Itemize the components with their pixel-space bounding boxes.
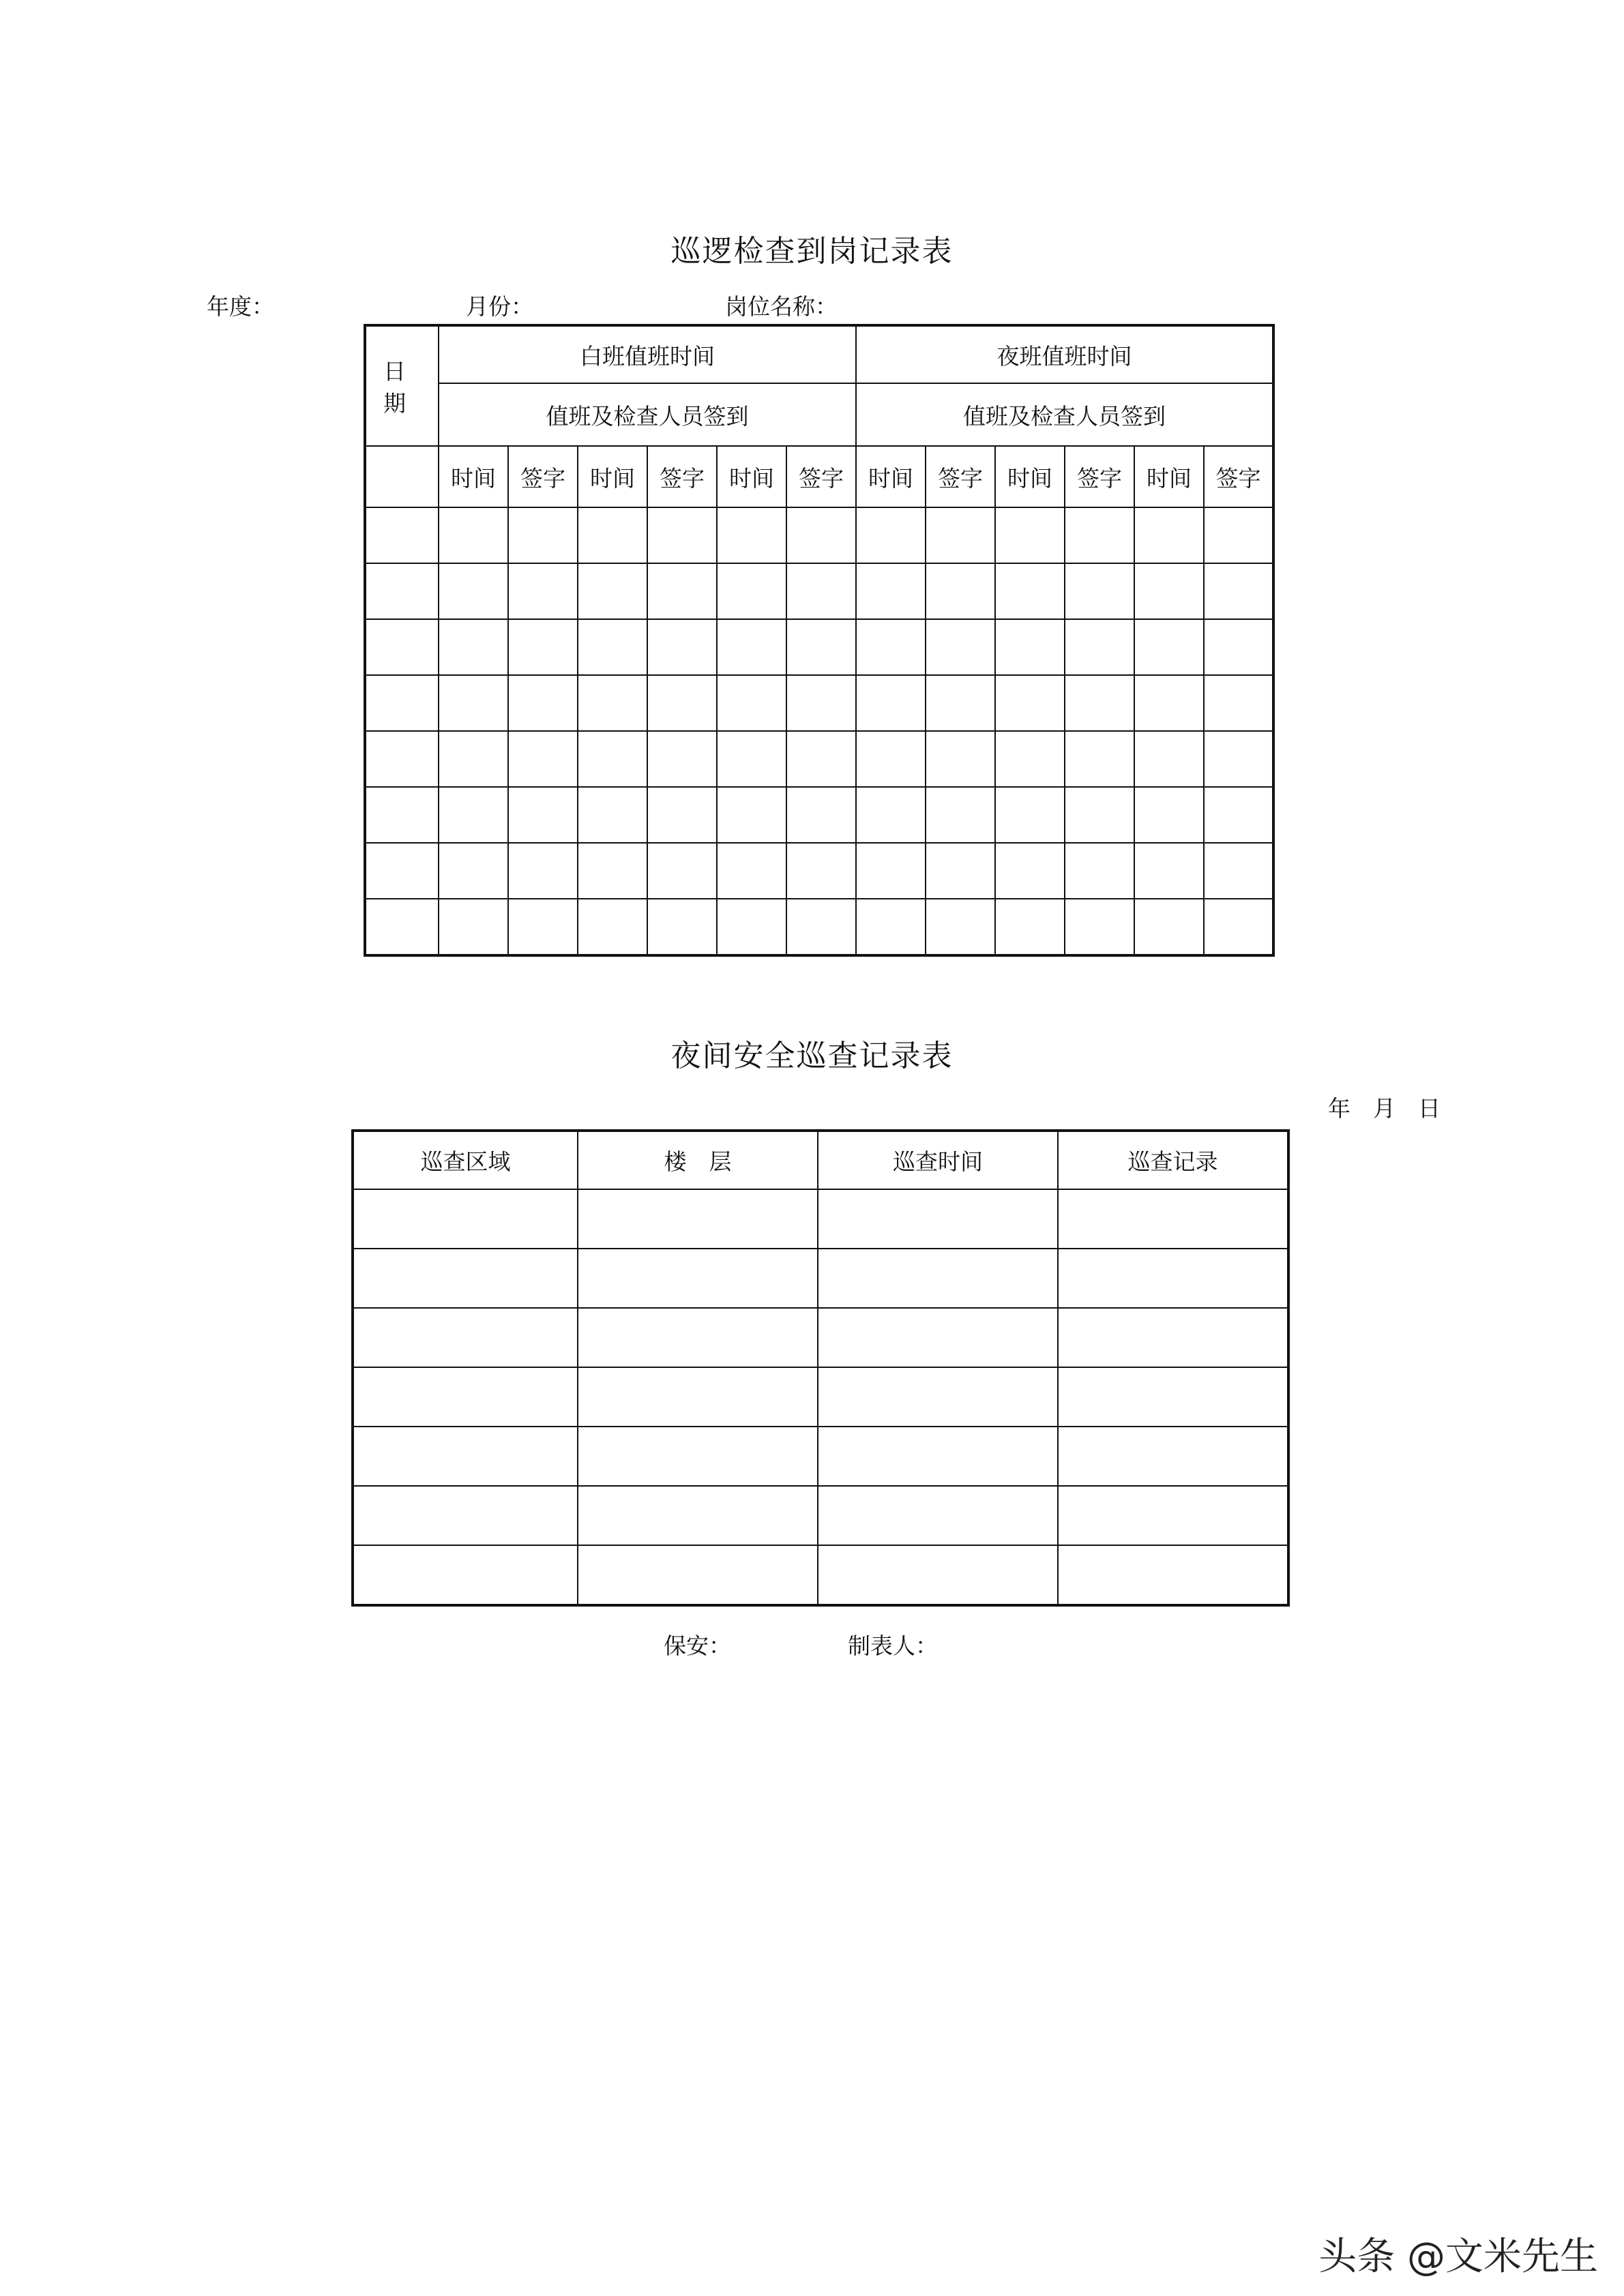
entry-cell[interactable]: [1058, 1486, 1288, 1545]
entry-cell[interactable]: [1134, 675, 1204, 731]
entry-cell[interactable]: [856, 843, 926, 899]
signature-column-header: 签字: [786, 446, 856, 507]
entry-cell[interactable]: [1065, 619, 1134, 675]
night-table-row: [353, 1308, 1288, 1367]
entry-cell[interactable]: [1065, 675, 1134, 731]
date-cell[interactable]: [365, 619, 439, 675]
patrol-check-table: [364, 324, 1275, 957]
night-table-row: [353, 1367, 1288, 1427]
date-cell[interactable]: [365, 787, 439, 843]
entry-cell[interactable]: [1065, 507, 1134, 563]
signature-column-header: 签字: [1065, 446, 1134, 507]
entry-cell[interactable]: [1065, 731, 1134, 787]
night-table-header: 巡查时间: [818, 1131, 1058, 1189]
entry-cell[interactable]: [926, 843, 995, 899]
entry-cell[interactable]: [647, 563, 717, 619]
entry-cell[interactable]: [578, 507, 647, 563]
date-line: 年 月 日: [1328, 1095, 1441, 1122]
entry-cell[interactable]: [786, 731, 856, 787]
entry-cell[interactable]: [578, 1367, 818, 1427]
date-cell[interactable]: [365, 507, 439, 563]
entry-cell[interactable]: [1134, 899, 1204, 955]
entry-cell[interactable]: [1204, 899, 1273, 955]
date-cell[interactable]: [365, 675, 439, 731]
entry-cell[interactable]: [578, 1427, 818, 1486]
entry-cell[interactable]: [1134, 563, 1204, 619]
entry-cell[interactable]: [647, 843, 717, 899]
entry-cell[interactable]: [578, 619, 647, 675]
entry-cell[interactable]: [353, 1189, 578, 1249]
guard-label: 保安：: [664, 1632, 731, 1659]
entry-cell[interactable]: [508, 843, 578, 899]
signature-column-header: 签字: [647, 446, 717, 507]
entry-cell[interactable]: [647, 675, 717, 731]
entry-cell[interactable]: [717, 563, 786, 619]
time-column-header: 时间: [1134, 446, 1204, 507]
watermark: 头条 @文米先生: [1318, 2235, 1598, 2279]
entry-cell[interactable]: [717, 787, 786, 843]
entry-cell[interactable]: [578, 1545, 818, 1605]
time-column-header: 时间: [717, 446, 786, 507]
entry-cell[interactable]: [786, 787, 856, 843]
entry-cell[interactable]: [856, 899, 926, 955]
entry-cell[interactable]: [578, 731, 647, 787]
date-cell[interactable]: [365, 563, 439, 619]
post-name-label: 岗位名称：: [725, 293, 838, 320]
date-cell[interactable]: [365, 731, 439, 787]
time-column-header: 时间: [578, 446, 647, 507]
entry-cell[interactable]: [856, 731, 926, 787]
patrol-table-row: [365, 619, 1273, 675]
night-table-row: [353, 1189, 1288, 1249]
entry-cell[interactable]: [818, 1189, 1058, 1249]
entry-cell[interactable]: [353, 1486, 578, 1545]
entry-cell[interactable]: [1204, 843, 1273, 899]
entry-cell[interactable]: [926, 619, 995, 675]
entry-cell[interactable]: [439, 675, 508, 731]
entry-cell[interactable]: [508, 563, 578, 619]
day-shift-header: 白班值班时间: [439, 325, 856, 383]
entry-cell[interactable]: [995, 563, 1065, 619]
entry-cell[interactable]: [786, 899, 856, 955]
form2-title: 夜间安全巡查记录表: [670, 1039, 954, 1073]
entry-cell[interactable]: [856, 787, 926, 843]
date-cell[interactable]: [365, 899, 439, 955]
date-header: 日 期: [365, 325, 439, 446]
entry-cell[interactable]: [1058, 1545, 1288, 1605]
entry-cell[interactable]: [717, 675, 786, 731]
entry-cell[interactable]: [508, 619, 578, 675]
entry-cell[interactable]: [508, 787, 578, 843]
entry-cell[interactable]: [818, 1308, 1058, 1367]
entry-cell[interactable]: [995, 507, 1065, 563]
night-table-header: 楼 层: [578, 1131, 818, 1189]
entry-cell[interactable]: [1065, 787, 1134, 843]
entry-cell[interactable]: [818, 1486, 1058, 1545]
entry-cell[interactable]: [1058, 1189, 1288, 1249]
entry-cell[interactable]: [647, 507, 717, 563]
entry-cell[interactable]: [578, 843, 647, 899]
entry-cell[interactable]: [818, 1367, 1058, 1427]
entry-cell[interactable]: [818, 1545, 1058, 1605]
entry-cell[interactable]: [926, 899, 995, 955]
entry-cell[interactable]: [578, 675, 647, 731]
entry-cell[interactable]: [1134, 787, 1204, 843]
entry-cell[interactable]: [439, 731, 508, 787]
entry-cell[interactable]: [508, 507, 578, 563]
entry-cell[interactable]: [508, 899, 578, 955]
patrol-table-row: [365, 899, 1273, 955]
time-column-header: 时间: [439, 446, 508, 507]
entry-cell[interactable]: [786, 843, 856, 899]
entry-cell[interactable]: [1065, 563, 1134, 619]
entry-cell[interactable]: [786, 675, 856, 731]
entry-cell[interactable]: [578, 1249, 818, 1308]
entry-cell[interactable]: [818, 1249, 1058, 1308]
night-sign-in-header: 值班及检查人员签到: [856, 383, 1273, 446]
patrol-table-row: [365, 731, 1273, 787]
entry-cell[interactable]: [717, 731, 786, 787]
entry-cell[interactable]: [1065, 899, 1134, 955]
patrol-table-row: [365, 843, 1273, 899]
entry-cell[interactable]: [647, 619, 717, 675]
entry-cell[interactable]: [995, 619, 1065, 675]
entry-cell[interactable]: [926, 563, 995, 619]
entry-cell[interactable]: [1204, 787, 1273, 843]
entry-cell[interactable]: [995, 843, 1065, 899]
entry-cell[interactable]: [995, 731, 1065, 787]
entry-cell[interactable]: [786, 563, 856, 619]
entry-cell[interactable]: [995, 675, 1065, 731]
entry-cell[interactable]: [578, 1308, 818, 1367]
entry-cell[interactable]: [818, 1427, 1058, 1486]
entry-cell[interactable]: [717, 899, 786, 955]
night-shift-header: 夜班值班时间: [856, 325, 1273, 383]
entry-cell[interactable]: [1134, 843, 1204, 899]
entry-cell[interactable]: [1204, 619, 1273, 675]
entry-cell[interactable]: [353, 1545, 578, 1605]
night-patrol-table: [351, 1129, 1290, 1607]
entry-cell[interactable]: [856, 563, 926, 619]
entry-cell[interactable]: [1058, 1249, 1288, 1308]
entry-cell[interactable]: [1204, 731, 1273, 787]
entry-cell[interactable]: [1058, 1308, 1288, 1367]
entry-cell[interactable]: [439, 619, 508, 675]
date-cell[interactable]: [365, 843, 439, 899]
entry-cell[interactable]: [578, 1486, 818, 1545]
entry-cell[interactable]: [856, 507, 926, 563]
night-table-row: [353, 1545, 1288, 1605]
night-table-header: 巡查区域: [353, 1131, 578, 1189]
patrol-table-row: [365, 507, 1273, 563]
month-label: 月份：: [466, 293, 533, 320]
entry-cell[interactable]: [578, 563, 647, 619]
entry-cell[interactable]: [717, 507, 786, 563]
entry-cell[interactable]: [647, 787, 717, 843]
entry-cell[interactable]: [1204, 675, 1273, 731]
patrol-table-row: [365, 563, 1273, 619]
entry-cell[interactable]: [856, 619, 926, 675]
entry-cell[interactable]: [439, 899, 508, 955]
time-column-header: 时间: [856, 446, 926, 507]
entry-cell[interactable]: [1058, 1427, 1288, 1486]
entry-cell[interactable]: [1134, 731, 1204, 787]
night-table-header: 巡查记录: [1058, 1131, 1288, 1189]
entry-cell[interactable]: [1204, 507, 1273, 563]
entry-cell[interactable]: [578, 899, 647, 955]
night-table-row: [353, 1427, 1288, 1486]
preparer-label: 制表人：: [848, 1632, 938, 1659]
entry-cell[interactable]: [1134, 507, 1204, 563]
entry-cell[interactable]: [1065, 843, 1134, 899]
entry-cell[interactable]: [647, 899, 717, 955]
entry-cell[interactable]: [439, 507, 508, 563]
entry-cell[interactable]: [1204, 563, 1273, 619]
year-label: 年度：: [207, 293, 274, 320]
entry-cell[interactable]: [995, 899, 1065, 955]
entry-cell[interactable]: [1058, 1367, 1288, 1427]
patrol-table-row: [365, 675, 1273, 731]
entry-cell[interactable]: [508, 675, 578, 731]
entry-cell[interactable]: [926, 787, 995, 843]
signature-column-header: 签字: [1204, 446, 1273, 507]
entry-cell[interactable]: [508, 731, 578, 787]
night-table-row: [353, 1249, 1288, 1308]
form1-title: 巡逻检查到岗记录表: [670, 234, 954, 269]
entry-cell[interactable]: [578, 1189, 818, 1249]
entry-cell[interactable]: [647, 731, 717, 787]
entry-cell[interactable]: [439, 563, 508, 619]
day-sign-in-header: 值班及检查人员签到: [439, 383, 856, 446]
date-blank-cell: [365, 446, 439, 507]
signature-column-header: 签字: [508, 446, 578, 507]
entry-cell[interactable]: [856, 675, 926, 731]
entry-cell[interactable]: [786, 619, 856, 675]
entry-cell[interactable]: [995, 787, 1065, 843]
patrol-table-row: [365, 787, 1273, 843]
entry-cell[interactable]: [353, 1367, 578, 1427]
entry-cell[interactable]: [926, 675, 995, 731]
entry-cell[interactable]: [717, 619, 786, 675]
entry-cell[interactable]: [353, 1308, 578, 1367]
time-column-header: 时间: [995, 446, 1065, 507]
entry-cell[interactable]: [353, 1249, 578, 1308]
entry-cell[interactable]: [439, 843, 508, 899]
entry-cell[interactable]: [717, 843, 786, 899]
entry-cell[interactable]: [1134, 619, 1204, 675]
entry-cell[interactable]: [353, 1427, 578, 1486]
entry-cell[interactable]: [578, 787, 647, 843]
entry-cell[interactable]: [439, 787, 508, 843]
night-table-row: [353, 1486, 1288, 1545]
entry-cell[interactable]: [926, 731, 995, 787]
entry-cell[interactable]: [926, 507, 995, 563]
signature-column-header: 签字: [926, 446, 995, 507]
entry-cell[interactable]: [786, 507, 856, 563]
